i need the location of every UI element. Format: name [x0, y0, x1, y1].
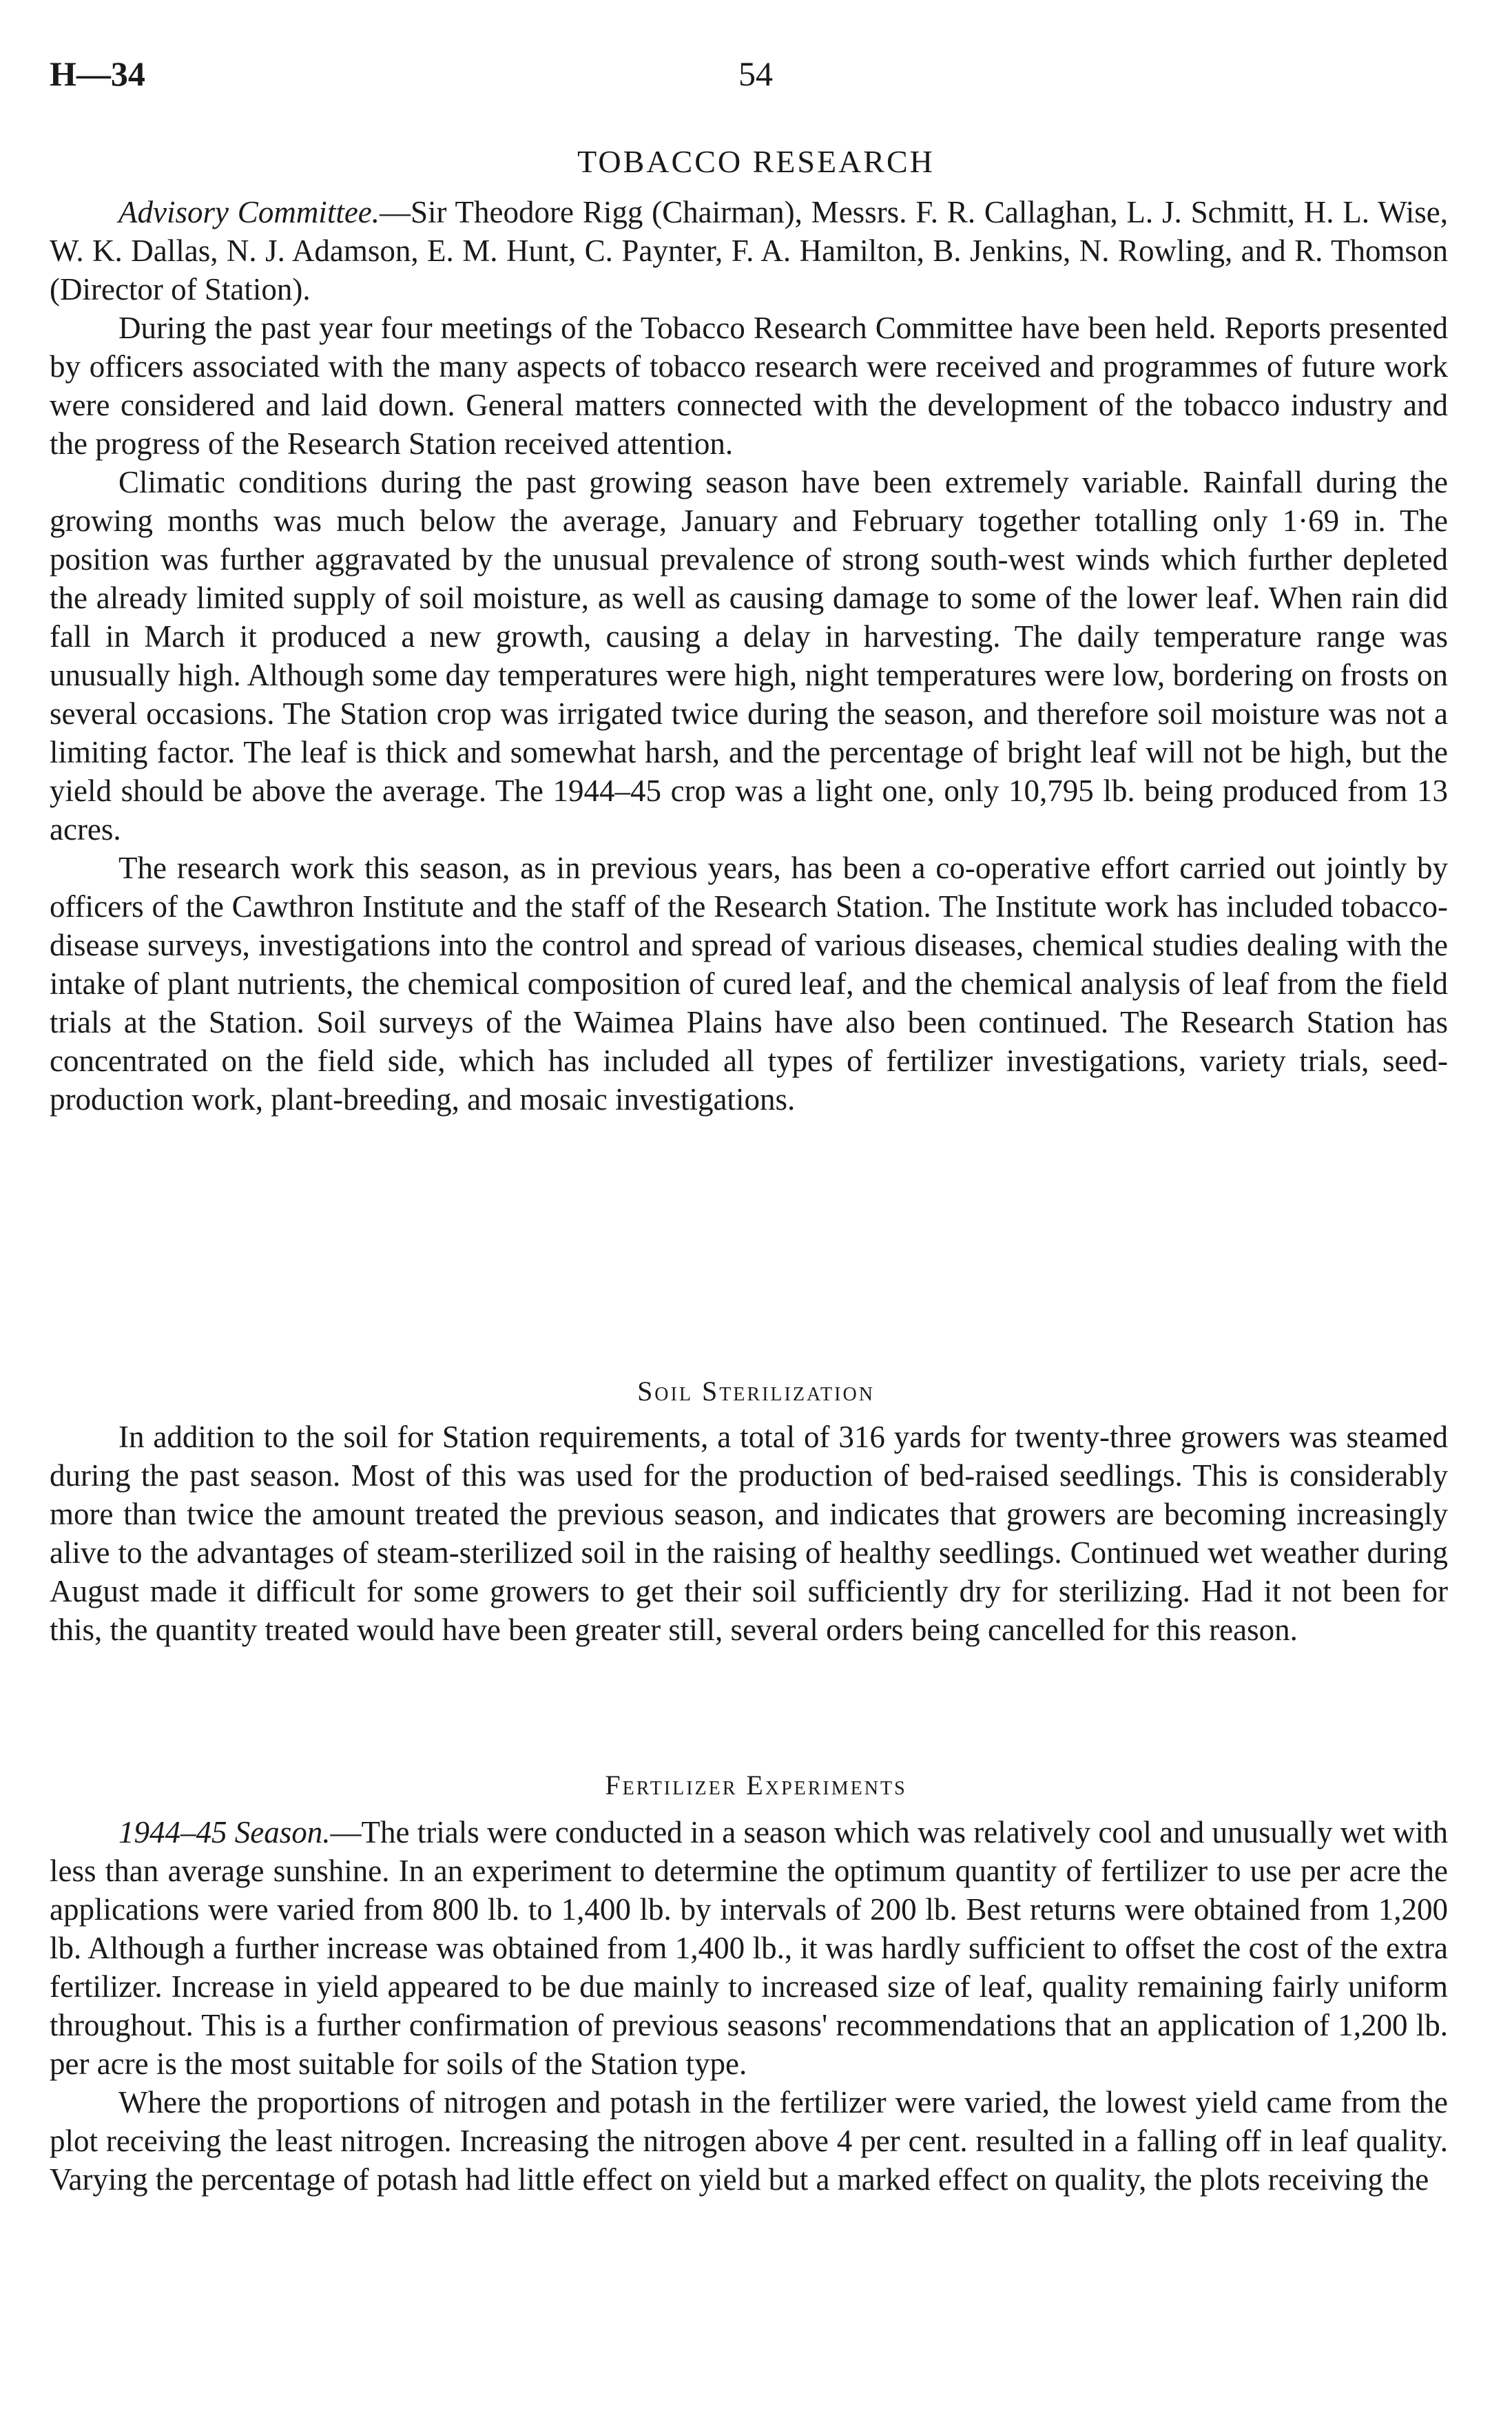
intro-paragraph-3: The research work this season, as in previous years, has been a co-operative effort carried out jointly by officers of the Cawthron Institute and the staff of the Research Station. The Institute work has included tobacco-disease surveys, investigations into the control and spread of various diseases, chemical studies dealing with the intake of plant nutrients, the chemical composition of cured leaf, and the chemical analysis of leaf from the field trials at the Station. Soil surveys of the Waimea Plains have also been continued. The Research Station has concentrated on the field side, which has included all types of fertilizer investigations, variety trials, seed-production work, plant-breeding, and mosaic investigations.: [50, 851, 1448, 1117]
running-head: [50, 54, 1462, 102]
page-number: 54: [738, 54, 773, 93]
intro-section: [50, 193, 1448, 1119]
intro-paragraph-2: Climatic conditions during the past growing season have been extremely variable. Rainfall during the growing months was much below the average, January and February together totalling only 1·69 in. The position was further aggravated by the unusual prevalence of strong south-west winds which further depleted the already limited supply of soil moisture, as well as causing damage to some of the lower leaf. When rain did fall in March it produced a new growth, causing a delay in harvesting. The daily temperature range was unusually high. Although some day temperatures were high, night temperatures were low, bordering on frosts on several occasions. The Station crop was irrigated twice during the season, and therefore soil moisture was not a limiting factor. The leaf is thick and somewhat harsh, and the percentage of bright leaf will not be high, but the yield should be above the average. The 1944–45 crop was a light one, only 10,795 lb. being produced from 13 acres.: [50, 465, 1448, 847]
season-lead: 1944–45 Season.: [118, 1815, 331, 1849]
soil-sterilization-section: [50, 1418, 1448, 1649]
page-title: TOBACCO RESEARCH: [577, 144, 935, 179]
fertilizer-paragraph-2: Where the proportions of nitrogen and potash in the fertilizer were varied, the lowest yield came from the plot receiving the least nitrogen. Increasing the nitrogen above 4 per cent. resulted in a falling off in leaf quality. Varying the percentage of potash had little effect on yield but a marked effect on quality, the plots receiving the: [50, 2085, 1448, 2197]
soil-sterilization-paragraph: In addition to the soil for Station requirements, a total of 316 yards for twenty-three growers was steamed during the past season. Most of this was used for the production of bed-raised seedlings. This is considerably more than twice the amount treated the previous season, and indicates that growers are becoming increasingly alive to the advantages of steam-sterilized soil in the raising of healthy seedlings. Continued wet weather during August made it difficult for some growers to get their soil sufficiently dry for sterilizing. Had it not been for this, the quantity treated would have been greater still, several orders being cancelled for this reason.: [50, 1420, 1448, 1647]
fertilizer-experiments-heading: Fertilizer Experiments: [605, 1770, 907, 1801]
document-reference: H—34: [50, 54, 145, 93]
soil-sterilization-heading: Soil Sterilization: [637, 1376, 875, 1407]
fertilizer-experiments-section: [50, 1813, 1448, 2199]
committee-lead: Advisory Committee.: [118, 195, 380, 229]
fertilizer-season-paragraph: [50, 1813, 1448, 2083]
season-text: —The trials were conducted in a season which was relatively cool and unusually wet with less than average sunshine. In an experiment to determine the optimum quantity of fertilizer to use per acre the applications were varied from 800 lb. to 1,400 lb. by intervals of 200 lb. Best returns were obtained from 1,200 lb. Although a further increase was obtained from 1,400 lb., it was hardly sufficient to offset the cost of the extra fertilizer. Increase in yield appeared to be due mainly to increased size of leaf, quality remaining fairly uniform throughout. This is a further confirmation of previous seasons' recommendations that an application of 1,200 lb. per acre is the most suitable for soils of the Station type.: [50, 1815, 1448, 2081]
intro-paragraph-1: During the past year four meetings of the Tobacco Research Committee have been held. Reports presented by officers associated with the many aspects of tobacco research were received and programmes of future work were considered and laid down. General matters connected with the development of the tobacco industry and the progress of the Research Station received attention.: [50, 311, 1448, 461]
committee-text: —Sir Theodore Rigg (Chairman), Messrs. F. R. Callaghan, L. J. Schmitt, H. L. Wise, W. K. Dallas, N. J. Adamson, E. M. Hunt, C. Paynter, F. A. Hamilton, B. Jenkins, N. Rowling, and R. Thomson (Director of Station).: [50, 195, 1448, 307]
committee-paragraph: [50, 193, 1448, 309]
